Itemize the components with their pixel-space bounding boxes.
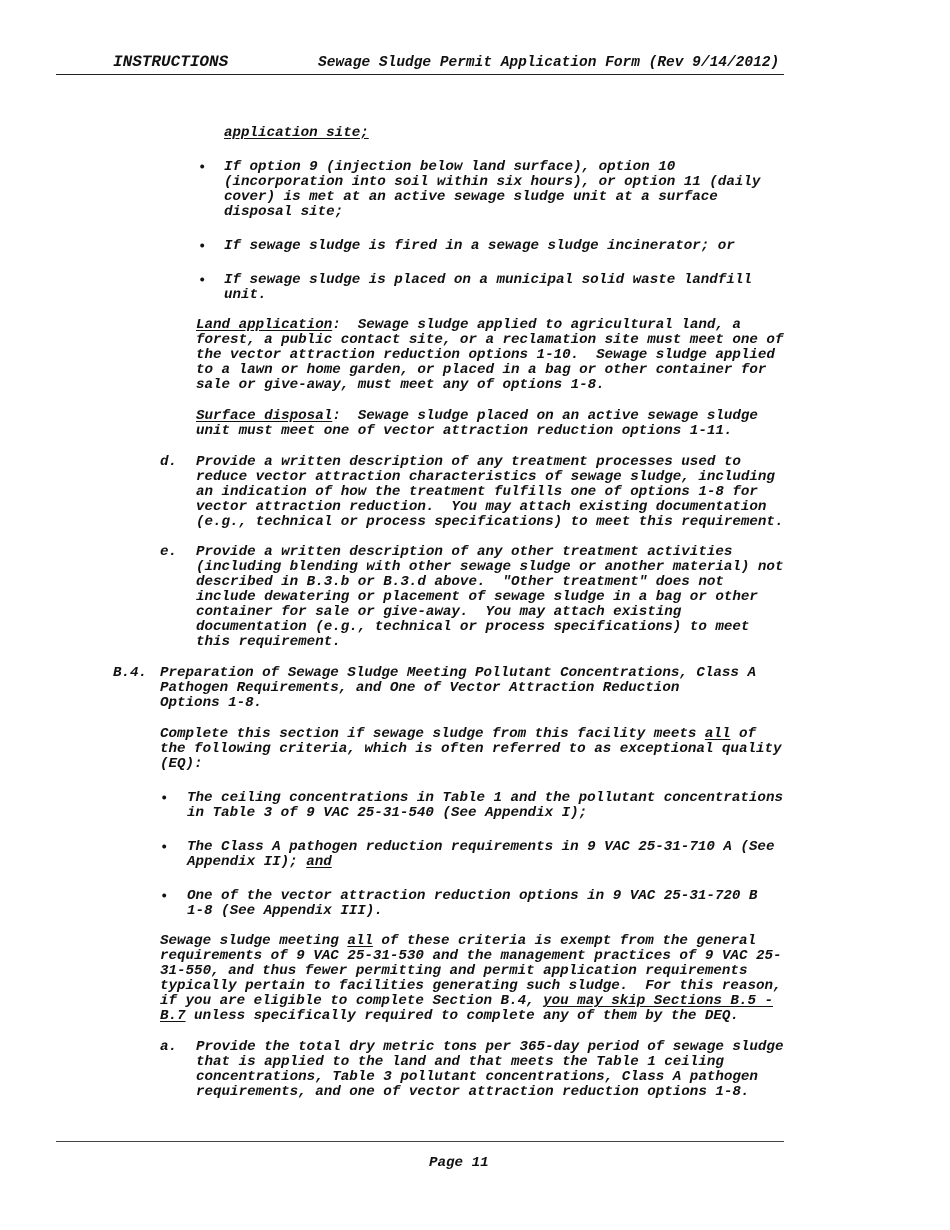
criterion-pathogen: The Class A pathogen reduction requirements in 9 VAC 25-31-710 A (See Appendix II); and <box>187 839 775 870</box>
continuation-line: application site; <box>224 125 369 141</box>
item-e-text: Provide a written description of any other treatment activities (including blending with other sewage sludge or another material) not described in B.3.b or B.3.d above. "Other treatment" does not include dewatering or placement of sewage sludge in a bag or other container for sale or give-away. You may attach existing documentation (e.g., technical or process specifications) to meet this requirement. <box>196 544 784 650</box>
item-d-text: Provide a written description of any treatment processes used to reduce vector attraction characteristics of sewage sludge, including an indication of how the treatment fulfills one of options 1-8 for vector attraction reduction. You may attach existing documentation (e.g., technical or process specifications) to meet this requirement. <box>196 454 784 530</box>
surface-disposal-paragraph: Surface disposal: Sewage sludge placed on an active sewage sludge unit must meet one of vector attraction reduction options 1-11. <box>196 408 758 439</box>
criterion-ceiling: The ceiling concentrations in Table 1 and the pollutant concentrations in Table 3 of 9 VAC 25-31-540 (See Appendix I); <box>187 790 783 821</box>
bullet-icon: • <box>160 840 169 856</box>
bullet-option9: If option 9 (injection below land surface), option 10 (incorporation into soil within six hours), or option 11 (daily cover) is met at an active sewage sludge unit at a surface disposal site; <box>224 159 761 220</box>
page-number: Page 11 <box>429 1155 489 1171</box>
footer-rule <box>56 1141 784 1142</box>
surface-disposal-term: Surface disposal <box>196 408 333 424</box>
header-rule <box>56 74 784 75</box>
bullet-icon: • <box>198 239 207 255</box>
land-application-paragraph: Land application: Sewage sludge applied to agricultural land, a forest, a public contact site, or a reclamation site must meet one of the vector attraction reduction options 1-10. Sewage sludge applied to a lawn or home garden, or placed in a bag or other container for sale or give-away, must meet any of options 1-8. <box>196 317 784 393</box>
section-b4-title: Preparation of Sewage Sludge Meeting Pollutant Concentrations, Class A Pathogen Requirements, and One of Vector Attraction Reduction Options 1-8. <box>160 665 756 711</box>
bullet-icon: • <box>198 273 207 289</box>
exemption-paragraph: Sewage sludge meeting all of these criteria is exempt from the general requirements of 9 VAC 25-31-530 and the management practices of 9 VAC 25- 31-550, and thus fewer permitting and permit application requirements typically pertain to facilities generating such sludge. For this reason, if you are eligible to complete Section B.4, you may skip Sections B.5 - B.7 unless specifically required to complete any of them by the DEQ. <box>160 933 782 1024</box>
item-d-label: d. <box>160 454 178 470</box>
bullet-icon: • <box>160 791 169 807</box>
bullet-incinerator: If sewage sludge is fired in a sewage sludge incinerator; or <box>224 238 735 254</box>
section-b4-intro: Complete this section if sewage sludge from this facility meets all of the following criteria, which is often referred to as exceptional quality (EQ): <box>160 726 782 772</box>
header-form-title: Sewage Sludge Permit Application Form (Rev 9/14/2012) <box>318 55 780 71</box>
section-b4-number: B.4. <box>113 665 148 681</box>
criterion-vector: One of the vector attraction reduction options in 9 VAC 25-31-720 B 1-8 (See Appendix III). <box>187 888 758 919</box>
item-a-label: a. <box>160 1039 178 1055</box>
item-a-text: Provide the total dry metric tons per 365-day period of sewage sludge that is applied to the land and that meets the Table 1 ceiling concentrations, Table 3 pollutant concentrations, Class A pathogen requirements, and one of vector attraction reduction options 1-8. <box>196 1039 784 1100</box>
bullet-landfill: If sewage sludge is placed on a municipal solid waste landfill unit. <box>224 272 752 303</box>
land-application-term: Land application <box>196 317 333 333</box>
bullet-icon: • <box>198 160 207 176</box>
item-e-label: e. <box>160 544 178 560</box>
header-section-label: INSTRUCTIONS <box>113 53 229 71</box>
bullet-icon: • <box>160 889 169 905</box>
